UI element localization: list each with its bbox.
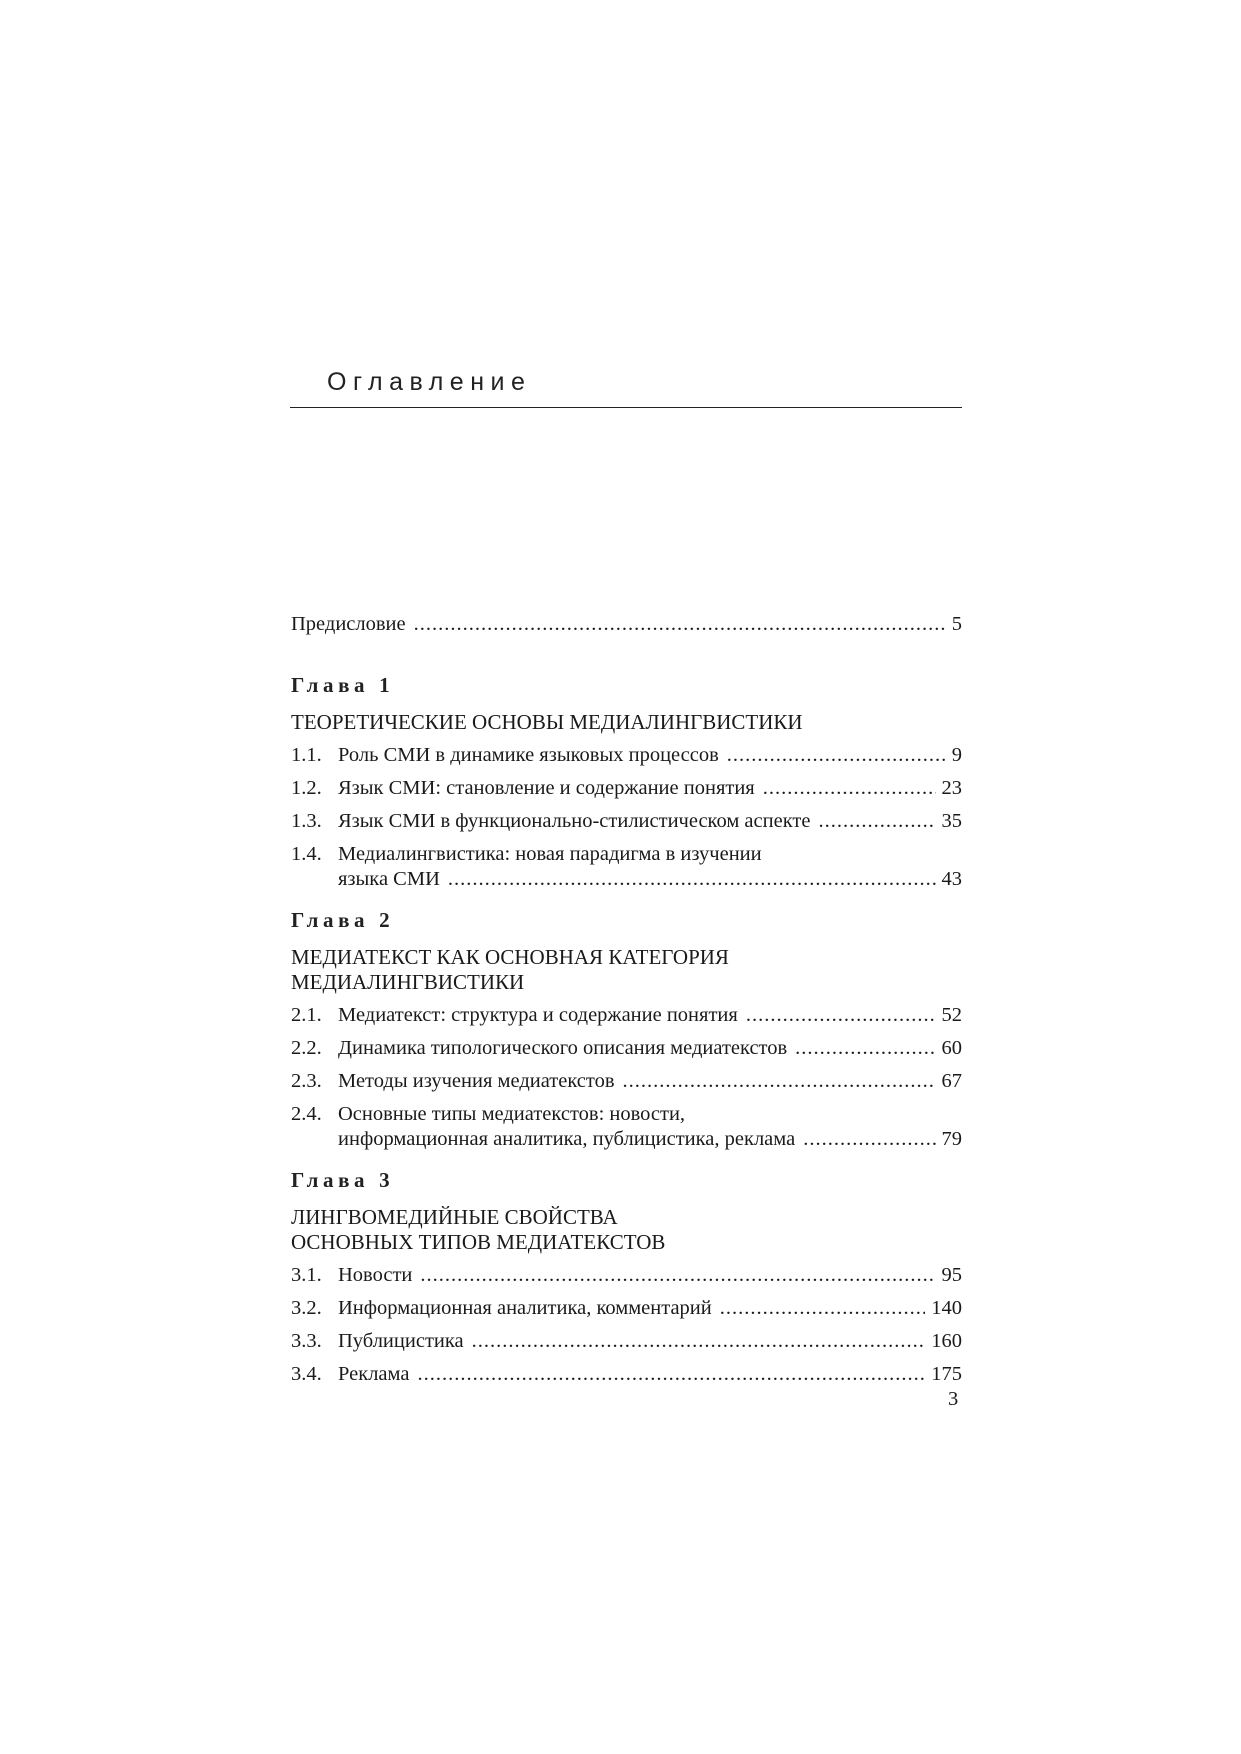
toc-entry-page: 9 — [951, 744, 962, 766]
toc-entry-number: 1.2. — [291, 777, 322, 799]
toc-entry-page: 35 — [941, 810, 962, 832]
chapter-heading — [291, 673, 962, 698]
toc-entry-label: Реклама — [338, 1363, 410, 1385]
dot-leader — [727, 743, 946, 768]
chapter-title: МЕДИАТЕКСТ КАК ОСНОВНАЯ КАТЕГОРИЯ — [291, 945, 729, 969]
chapter-heading — [291, 1168, 962, 1193]
spacer — [291, 637, 962, 673]
toc-entry-label: Новости — [338, 1264, 413, 1286]
chapter-title: ЛИНГВОМЕДИЙНЫЕ СВОЙСТВА — [291, 1205, 618, 1229]
chapter-number: 2 — [379, 908, 390, 932]
toc-entry-page: 60 — [941, 1037, 962, 1059]
dot-leader — [763, 776, 936, 801]
title-rule — [290, 407, 962, 408]
toc-entry-page: 95 — [941, 1264, 962, 1286]
toc-entry-number: 2.2. — [291, 1037, 322, 1059]
toc-entry-number: 2.4. — [291, 1103, 322, 1125]
dot-leader — [623, 1069, 936, 1094]
toc-entry-page: 23 — [941, 777, 962, 799]
toc-entry-label: Язык СМИ в функционально-стилистическом аспекте — [338, 810, 811, 832]
table-of-contents — [291, 612, 962, 1387]
dot-leader — [803, 1127, 935, 1152]
spacer — [291, 892, 962, 908]
toc-entry-page: 67 — [941, 1070, 962, 1092]
toc-entry-label: Медиатекст: структура и содержание понятия — [338, 1004, 738, 1026]
dot-leader — [720, 1296, 926, 1321]
toc-entry-label: Медиалингвистика: новая парадигма в изучении — [338, 843, 762, 865]
toc-entry-label: Информационная аналитика, комментарий — [338, 1297, 712, 1319]
dot-leader — [417, 1362, 925, 1387]
toc-entry-label: Динамика типологического описания медиатекстов — [338, 1037, 788, 1059]
chapter-heading-word: Глава — [291, 908, 370, 932]
toc-entry[interactable] — [291, 842, 962, 892]
chapter-title: ТЕОРЕТИЧЕСКИЕ ОСНОВЫ МЕДИАЛИНГВИСТИКИ — [291, 710, 803, 734]
toc-entry[interactable] — [291, 1263, 962, 1288]
toc-entry-number: 2.1. — [291, 1004, 322, 1026]
toc-entry-preface[interactable] — [291, 612, 962, 637]
toc-entry-label: языка СМИ — [338, 868, 440, 890]
chapter-number: 1 — [379, 673, 390, 697]
dot-leader — [818, 809, 935, 834]
toc-entry-page: 140 — [931, 1297, 962, 1319]
toc-entry-page: 43 — [941, 868, 962, 890]
toc-entry-page: 52 — [941, 1004, 962, 1026]
toc-entry-label: Основные типы медиатекстов: новости, — [338, 1103, 686, 1125]
toc-entry[interactable] — [291, 809, 962, 834]
toc-entry-page: 175 — [931, 1363, 962, 1385]
chapter-heading-word: Глава — [291, 1168, 370, 1192]
chapter-heading — [291, 908, 962, 933]
toc-entry-number: 3.2. — [291, 1297, 322, 1319]
spacer — [291, 1152, 962, 1168]
toc-entry-page: 160 — [931, 1330, 962, 1352]
toc-entry[interactable] — [291, 1296, 962, 1321]
dot-leader — [795, 1036, 935, 1061]
toc-entry[interactable] — [291, 1036, 962, 1061]
page-title: Оглавление — [327, 368, 532, 396]
chapters-list — [291, 637, 962, 1387]
toc-entry[interactable] — [291, 776, 962, 801]
chapter-title: МЕДИАЛИНГВИСТИКИ — [291, 970, 525, 994]
toc-entry[interactable] — [291, 1069, 962, 1094]
page-number: 3 — [948, 1388, 959, 1410]
dot-leader — [448, 867, 936, 892]
chapter-number: 3 — [379, 1168, 390, 1192]
toc-entry[interactable] — [291, 1003, 962, 1028]
toc-entry-label: Язык СМИ: становление и содержание понятия — [338, 777, 755, 799]
toc-entry-number: 1.3. — [291, 810, 322, 832]
toc-entry-label: информационная аналитика, публицистика, реклама — [338, 1128, 796, 1150]
toc-entry-number: 3.1. — [291, 1264, 322, 1286]
toc-entry-page: 79 — [941, 1128, 962, 1150]
toc-entry-label: Предисловие — [291, 613, 406, 635]
dot-leader — [472, 1329, 926, 1354]
toc-entry[interactable] — [291, 1102, 962, 1152]
dot-leader — [746, 1003, 936, 1028]
toc-entry-number: 3.3. — [291, 1330, 322, 1352]
toc-entry-label: Методы изучения медиатекстов — [338, 1070, 615, 1092]
dot-leader — [420, 1263, 935, 1288]
toc-entry-label: Публицистика — [338, 1330, 464, 1352]
toc-entry[interactable] — [291, 1362, 962, 1387]
toc-entry-number: 1.4. — [291, 843, 322, 865]
chapter-heading-word: Глава — [291, 673, 370, 697]
toc-entry[interactable] — [291, 1329, 962, 1354]
toc-entry-page: 5 — [951, 613, 962, 635]
toc-entry-label: Роль СМИ в динамике языковых процессов — [338, 744, 719, 766]
toc-entry-number: 1.1. — [291, 744, 322, 766]
toc-entry[interactable] — [291, 743, 962, 768]
toc-entry-number: 3.4. — [291, 1363, 322, 1385]
chapter-title: ОСНОВНЫХ ТИПОВ МЕДИАТЕКСТОВ — [291, 1230, 666, 1254]
toc-entry-number: 2.3. — [291, 1070, 322, 1092]
dot-leader — [414, 612, 946, 637]
